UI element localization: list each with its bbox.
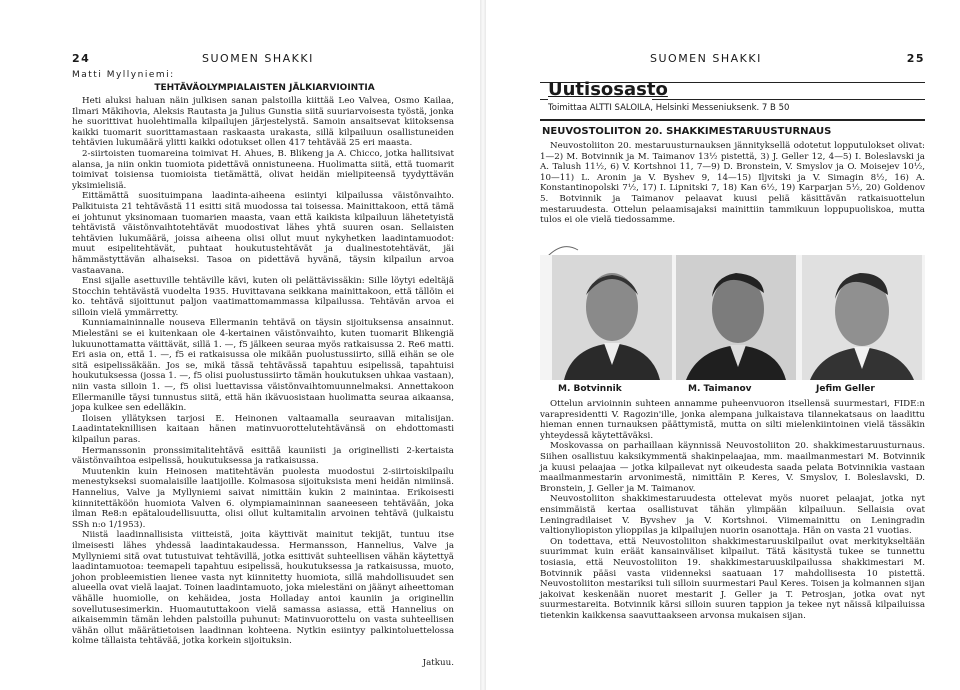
left-page-header bbox=[72, 52, 454, 65]
article-author: Matti Myllyniemi: bbox=[72, 70, 175, 80]
portrait-photo bbox=[802, 255, 922, 380]
news-section-subtitle: Toimittaa ALTTI SALOILA, Helsinki Messeniuksenk. 7 B 50 bbox=[548, 103, 790, 113]
paragraph: Ensi sijalle asettuville tehtäville kävi, kuten oli pelättävissäkin: Sille löytyi edeltäjä Stocchin tehtävästä vuodelta 1935. Huvittavana seikkana mainittakoon, että tällöin ei ko. tehtävä sijoittunut paljon vaatimattomammassa kilpailussa. Tehtävän arvoa ei silloin vielä ymmärretty. bbox=[72, 276, 454, 318]
paragraph: On todettava, että Neuvostoliiton shakkimestaruuskilpailut ovat merkitykseltään suurimmat kuin eräät kansainväliset kilpailut. Tätä käsitystä tukee se tunnettu tosiasia, että Neuvostoliiton 19. shakkimestaruuskilpailussa shakkimestari M. Botvinnik pääsi vasta viidenneksi saatuaan 17 mahdollisesta 10 pistettä. Neuvostoliiton mestariksi tuli silloin suurmestari Paul Keres. Toisen ja kolmannen sijan jakoivat keskenään nuoret mestarit J. Geller ja T. Petrosjan, jotka ovat nyt suurmestareita. Botvinnik kärsi silloin suuren tappion ja tekee nyt näissä kilpailuissa tietenkin kaikkensa saavuttaakseen arvonsa mukaisen sijan. bbox=[540, 536, 925, 621]
page-number: 24 bbox=[72, 52, 91, 65]
paragraph: Eittämättä suosituimpana laadinta-aiheena esiintyi kilpailussa väistönvaihto. Palkituista 21 tehtävästä 11 esitti sitä muodossa tai toisessa. Mainittakoon, että tämä ei johtunut yksinomaan tuomarien maasta, vaan että kaikista kilpailuun lähetetyistä tehtävistä väistönvaihtotehtävät muodostivat lähes yhtä suuren osan. Sellaisten tehtävien lukumäärä, joissa aiheena olisi ollut muut nykyhetken laadintamuodot: muut esipelitehtävät, puhtaat houkutustehtävät ja dualinestotehtävät, jäi hämmästyttävän alhaiseksi. Tasoa on pidettävä hyvänä, täysin kilpailun arvoa vastaavana. bbox=[72, 191, 454, 276]
photo-caption: M. Botvinnik bbox=[558, 384, 622, 394]
news-section-title: Uutisosasto bbox=[548, 79, 668, 100]
portrait-photo bbox=[552, 255, 672, 380]
running-head: SUOMEN SHAKKI bbox=[650, 52, 762, 65]
paragraph: Hermanssonin pronssimitalitehtävä esittää kauniisti ja originellisti 2-kertaista väistönvaihtoa esipelissä, houkutuksessa ja ratkaisussa. bbox=[72, 445, 454, 467]
article-body bbox=[540, 399, 925, 621]
paragraph: Niistä laadinnallisista viitteistä, joita käyttivät mainitut tekijät, tuntuu itse ilmeisesti lähes yhdessä laadintakaudessa. Hermansson, Hannelius, Valve ja Myllyniemi sitä ovat tutustuivat tehtävillä, jotka esittivät suhteellisen vähän käytettyä laadintamuotoa: teemapeli tapahtuu esipelissä, houkutuksessa ja ratkaisussa, muoto, johon probleemistien lienee vasta nyt kiinnitetty huomiota, sillä mahdollisuudet sen alueella ovat vielä laajat. Toinen laadintamuoto, joka mielestäni on jäänyt aiheettoman vähälle huomiolle, on kehäidea, josta Holladay antoi kauniin ja originellin sovellutusesimerkin. Huomaututtakoon vielä samassa asiassa, että Hannelius on aikaisemmin tämän lehden palstoilla puhunut: Matinvuorottelu on vasta suhteellisen vähän ollut määrätietoisen laadinnan kohteena. Nytkin esiintyy palkintoluettelossa kolme tällaista tehtävää, jotka korkein sijoituksin. bbox=[72, 530, 454, 647]
running-head: SUOMEN SHAKKI bbox=[202, 52, 314, 65]
paragraph: Muutenkin kuin Heinosen matitehtävän puolesta muodostui 2-siirtoiskilpailu menestykseksi suomalaisille laatijoille. Kolmasosa sijoituksista meni heidän nimiinsä. Hannelius, Valve ja Myllyniemi saivat nimittäin kukin 2 mainintaa. Erikoisesti kiinnitettäköön huomiota Valven 6. olympiamaininnan saaneeseen tehtävään, joka ilman Re8:n epätaloudellisuutta, olisi ollut kultamitalin arvoinen tehtävä (julkaistu SSh n:o 1/1953). bbox=[72, 466, 454, 530]
page-number: 25 bbox=[906, 52, 925, 65]
paragraph: Kunniamaininnalle nouseva Ellermanin tehtävä on täysin sijoituksensa ansainnut. Mielestäni se ei kuitenkaan ole 4-kertainen väistönvaihto, kuten tuomarit Blikengiä lukuunottamatta väittävät, sillä 1. —, f5 jälkeen seuraa myös ratkaisussa 2. Re6 matti. Eri asia on, että 1. —, f5 ei ratkaisussa ole mikään puolustussiirto, sillä eihän se ole sitä esipelissäkään. Jos se, mikä tässä tehtävässä tapahtuu esipelissä, tapahtuisi houkutuksessa (jossa 1. —, f5 olisi puolustussiirto tämän houkutuksen uhkaa vastaan), niin vasta silloin 1. —, f5 olisi luettavissa väistönvaihtomuunnelmaksi. Annettakoon Ellermanille täysi tunnustus siitä, että hän ikävuosistaan huolimatta seuraa aikaansa, jopa kulkee sen edelläkin. bbox=[72, 318, 454, 414]
portrait-photo bbox=[676, 255, 796, 380]
paragraph: Iloisen yllätyksen tarjosi E. Heinonen valtaamalla seuraavan mitalisijan. Laadintateknillisen kaitaan hänen matinvuorottelutehtävänsä on ehdottomasti kilpailun paras. bbox=[72, 413, 454, 445]
paragraph: Moskovassa on parhaillaan käynnissä Neuvostoliiton 20. shakkimestaruusturnaus. Siihen osallistuu kaksikymmentä shakinpelaajaa, mm. maailmanmestari M. Botvinnik ja kuusi pelaajaa — jotka kilpailevat nyt oikeudesta saada pelata Botvinnikia vastaan maailmanmestarin arvonimestä, nimittäin P. Keres, V. Smyslov, I. Boleslavski, D. Bronstein, J. Geller ja M. Taimanov. bbox=[540, 441, 925, 494]
news-section-header bbox=[540, 79, 925, 121]
paragraph: Heti aluksi haluan näin julkisen sanan palstoilla kiittää Leo Valvea, Osmo Kailaa, Ilmari Mäkihovia, Aleksis Rautasta ja Julius Gunstia siitä suuriarvoisesta työstä, jonka he suorittivat huolehtimalla kilpailujen järjestelystä. Samoin ansaitsevat kiitoksensa kaikki tuomarit suorittamastaan raskaasta urakasta, sillä kilpailuun osallistuneiden tehtävien lukumäärä ylitti kaikki odotukset ollen 417 tehtävää 25 eri maasta. bbox=[72, 96, 454, 149]
paragraph: Neuvostoliiton shakkimestaruudesta ottelevat myös nuoret pelaajat, jotka nyt ensimmäistä kertaa osallistuvat tähän ylimpään kilpailuun. Sellaisia ovat Leningradilaiset V. Byvshev ja V. Kortshnoi. Viimemainittu on Leningradin valtionyliopiston ylioppilas ja kilpailujen nuorin osanottaja. Hän on vasta 21 vuotias. bbox=[540, 494, 925, 537]
photo-row bbox=[540, 255, 925, 380]
paragraph: Neuvostoliiton 20. mestaruusturnauksen jännityksellä odotetut lopputulokset olivat: 1—2) M. Botvinnik ja M. Taimanov 13½ pistettä, 3) J. Geller 12, 4—5) I. Boleslavski ja A. Talush 11½, 6) V. Kortshnoi 11, 7—9) D. Bronstein, V. Smyslov ja O. Moisejev 10½, 10—11) L. Aronin ja V. Byshev 9, 14—15) Iljvitski ja V. Simagin 8½, 16) A. Konstantinopolski 7½, 17) I. Lipnitski 7, 18) Kan 6½, 19) Karparjan 5½, 20) Goldenov 5. Botvinnik ja Taimanov pelaavat kuusi peliä käsittävän ratkaisuottelun mestaruudesta. Ottelun pelaamisajaksi mainittiin tammikuun loppupuoliskoa, mutta tulos ei ole vielä tiedossamme. bbox=[540, 141, 925, 226]
paragraph: Ottelun arvioinnin suhteen annamme puheenvuoron itsellensä suurmestari, FIDE:n varapresidentti V. Ragozin'ille, jonka alempana julkaistava tilannekatsaus on laadittu hieman ennen turnauksen päättymistä, mutta on silti mielenkiintoinen vielä tässäkin yhteydessä käytettäväksi. bbox=[540, 399, 925, 441]
paragraph: 2-siirtoisten tuomareina toimivat H. Ahues, B. Blikeng ja A. Chicco, jotka hallitsivat alansa, ja niin onkin tuomiota pidettävä onnistuneena. Huolimatta siitä, että tuomarit toimivat toisiensa tuomioista tietämättä, olivat heidän mielipiteensä tyydyttävän yksimielisiä. bbox=[72, 148, 454, 191]
header-rule bbox=[652, 99, 925, 100]
header-rule bbox=[540, 99, 548, 100]
section-title: NEUVOSTOLIITON 20. SHAKKIMESTARUUSTURNAUS bbox=[542, 126, 832, 137]
photo-caption: M. Taimanov bbox=[688, 384, 752, 394]
photo-caption: Jefim Geller bbox=[816, 384, 875, 394]
article-title: TEHTÄVÄOLYMPIALAISTEN JÄLKIARVIOINTIA bbox=[154, 83, 375, 93]
right-page bbox=[486, 0, 960, 690]
continued-mark: Jatkuu. bbox=[422, 658, 454, 668]
article-body bbox=[72, 96, 454, 647]
results-paragraph bbox=[540, 141, 925, 226]
